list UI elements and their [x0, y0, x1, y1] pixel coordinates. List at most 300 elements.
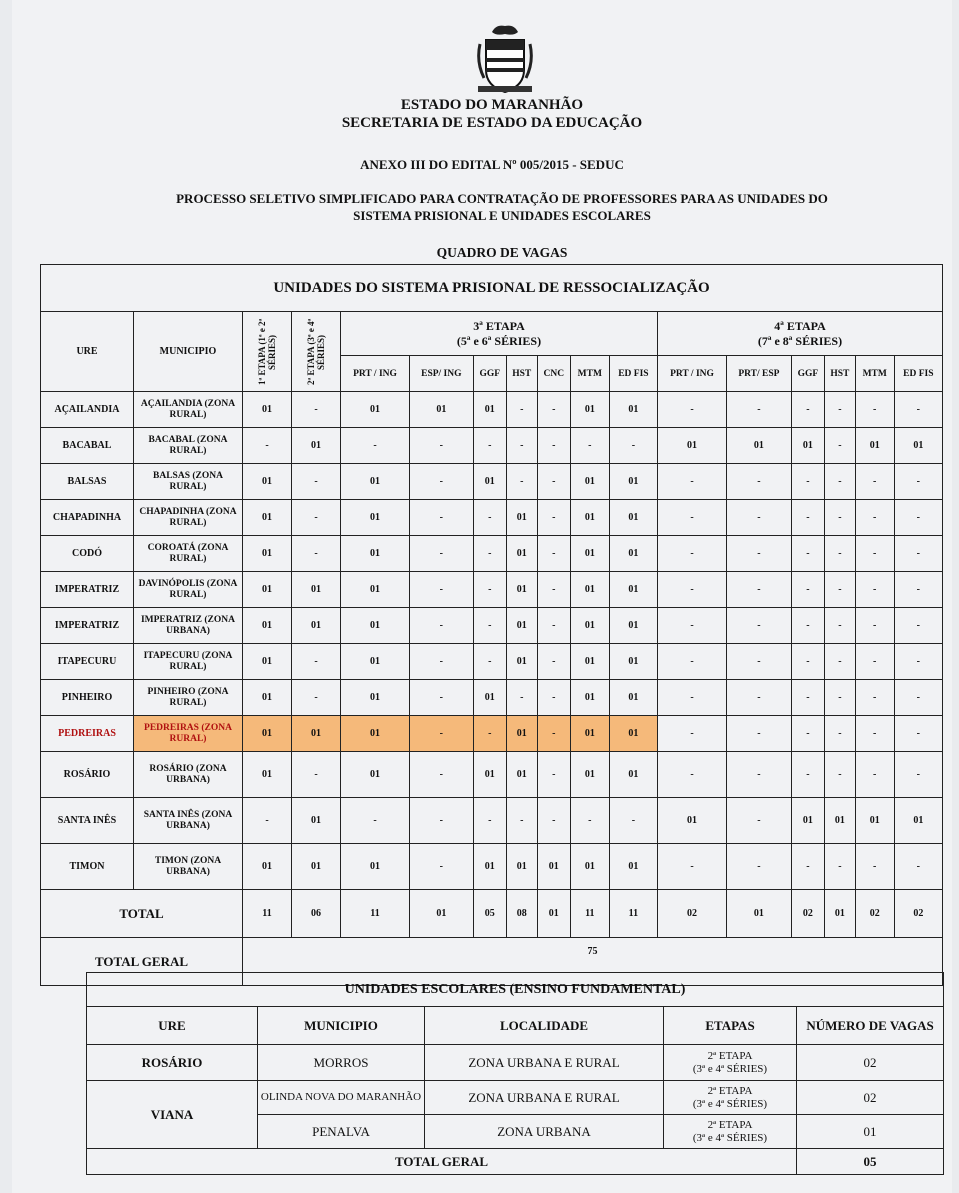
- school-etapa-line2: (3ª e 4ª SÉRIES): [692, 1062, 768, 1075]
- row-value-cell: -: [292, 752, 341, 798]
- maranhao-coat-of-arms-icon: [472, 22, 538, 96]
- row-municipio: TIMON (ZONA URBANA): [134, 844, 243, 890]
- row-value-cell: 01: [243, 752, 292, 798]
- row-ure: BACABAL: [41, 428, 134, 464]
- row-ure: PEDREIRAS: [41, 716, 134, 752]
- row-value-cell: -: [894, 392, 942, 428]
- row-value-cell: -: [824, 752, 855, 798]
- row-value-cell: -: [243, 798, 292, 844]
- row-value-cell: -: [726, 392, 791, 428]
- row-value-cell: -: [609, 798, 657, 844]
- row-value-cell: -: [824, 572, 855, 608]
- row-ure: ITAPECURU: [41, 644, 134, 680]
- etapa4-subject-header: PRT/ ESP: [726, 356, 791, 392]
- row-municipio: SANTA INÊS (ZONA URBANA): [134, 798, 243, 844]
- row-value-cell: -: [824, 392, 855, 428]
- total-cell: 11: [243, 890, 292, 938]
- row-value-cell: 01: [243, 716, 292, 752]
- row-value-cell: -: [409, 572, 473, 608]
- etapa3-subject-header: PRT / ING: [341, 356, 410, 392]
- row-value-cell: -: [473, 798, 506, 844]
- row-value-cell: 01: [243, 844, 292, 890]
- row-value-cell: 01: [791, 428, 824, 464]
- row-ure: BALSAS: [41, 464, 134, 500]
- row-value-cell: -: [824, 608, 855, 644]
- school-total-label: TOTAL GERAL: [87, 1149, 797, 1175]
- row-value-cell: 01: [341, 464, 410, 500]
- process-line-1: PROCESSO SELETIVO SIMPLIFICADO PARA CONTRATAÇÃO DE PROFESSORES PARA AS UNIDADES DO: [176, 191, 828, 206]
- row-value-cell: 01: [473, 392, 506, 428]
- row-value-cell: -: [409, 752, 473, 798]
- row-value-cell: -: [658, 572, 727, 608]
- school-etapa-line1: 2ª ETAPA: [707, 1049, 753, 1062]
- school-ure-rosario: ROSÁRIO: [87, 1045, 258, 1081]
- row-value-cell: -: [409, 428, 473, 464]
- school-col-localidade: LOCALIDADE: [425, 1007, 664, 1045]
- total-label: TOTAL: [41, 890, 243, 938]
- row-ure: IMPERATRIZ: [41, 608, 134, 644]
- row-value-cell: 01: [243, 392, 292, 428]
- annex-title: ANEXO III DO EDITAL Nº 005/2015 - SEDUC: [360, 157, 624, 172]
- row-value-cell: 01: [855, 428, 894, 464]
- row-value-cell: -: [658, 644, 727, 680]
- row-value-cell: -: [855, 644, 894, 680]
- row-value-cell: -: [570, 798, 609, 844]
- row-value-cell: 01: [570, 752, 609, 798]
- row-value-cell: -: [894, 680, 942, 716]
- row-value-cell: -: [726, 716, 791, 752]
- row-value-cell: -: [506, 392, 537, 428]
- row-value-cell: -: [726, 464, 791, 500]
- row-value-cell: 01: [570, 680, 609, 716]
- col-ure-header: URE: [41, 312, 134, 392]
- row-value-cell: -: [791, 680, 824, 716]
- row-value-cell: 01: [894, 798, 942, 844]
- col-municipio-header: MUNICIPIO: [134, 312, 243, 392]
- row-value-cell: -: [292, 500, 341, 536]
- row-value-cell: -: [537, 572, 570, 608]
- row-value-cell: 01: [243, 680, 292, 716]
- row-value-cell: 01: [506, 752, 537, 798]
- row-value-cell: -: [726, 798, 791, 844]
- row-value-cell: -: [791, 392, 824, 428]
- table-row: [41, 392, 943, 428]
- row-value-cell: -: [658, 844, 727, 890]
- school-vagas: 02: [797, 1081, 944, 1115]
- total-cell: 02: [658, 890, 727, 938]
- etapa4-subject-header: MTM: [855, 356, 894, 392]
- total-cell: 06: [292, 890, 341, 938]
- state-title: ESTADO DO MARANHÃO: [400, 97, 584, 113]
- process-title: [12, 190, 959, 224]
- school-etapa: [664, 1045, 797, 1081]
- row-value-cell: -: [894, 752, 942, 798]
- row-value-cell: -: [824, 680, 855, 716]
- row-value-cell: -: [506, 428, 537, 464]
- row-value-cell: -: [409, 798, 473, 844]
- row-value-cell: 01: [506, 608, 537, 644]
- etapa3-subject-header: MTM: [570, 356, 609, 392]
- row-value-cell: -: [791, 752, 824, 798]
- row-value-cell: -: [791, 844, 824, 890]
- total-cell: 11: [609, 890, 657, 938]
- table-row: [41, 680, 943, 716]
- row-value-cell: 01: [341, 536, 410, 572]
- row-value-cell: -: [292, 536, 341, 572]
- etapa4-subject-header: GGF: [791, 356, 824, 392]
- row-value-cell: 01: [658, 798, 727, 844]
- prison-table-title: UNIDADES DO SISTEMA PRISIONAL DE RESSOCIALIZAÇÃO: [41, 265, 943, 312]
- row-municipio: IMPERATRIZ (ZONA URBANA): [134, 608, 243, 644]
- row-value-cell: -: [855, 392, 894, 428]
- row-value-cell: -: [855, 536, 894, 572]
- row-ure: AÇAILANDIA: [41, 392, 134, 428]
- school-col-etapas: ETAPAS: [664, 1007, 797, 1045]
- row-value-cell: 01: [506, 716, 537, 752]
- school-total-value: 05: [797, 1149, 944, 1175]
- school-vagas: 01: [797, 1115, 944, 1149]
- row-value-cell: -: [791, 644, 824, 680]
- row-value-cell: -: [726, 680, 791, 716]
- school-table-title: UNIDADES ESCOLARES (ENSINO FUNDAMENTAL): [87, 973, 944, 1007]
- school-etapa-line1: 2ª ETAPA: [707, 1118, 753, 1131]
- row-municipio: PEDREIRAS (ZONA RURAL): [134, 716, 243, 752]
- row-value-cell: 01: [726, 428, 791, 464]
- row-value-cell: 01: [609, 608, 657, 644]
- row-value-cell: 01: [609, 464, 657, 500]
- school-vagas: 02: [797, 1045, 944, 1081]
- school-col-municipio: MUNICIPIO: [258, 1007, 425, 1045]
- row-value-cell: -: [409, 608, 473, 644]
- row-value-cell: -: [855, 500, 894, 536]
- row-value-cell: -: [726, 608, 791, 644]
- row-value-cell: -: [791, 572, 824, 608]
- row-value-cell: 01: [609, 536, 657, 572]
- table-row: [41, 464, 943, 500]
- table-row: [41, 798, 943, 844]
- row-value-cell: -: [537, 798, 570, 844]
- row-value-cell: 01: [570, 500, 609, 536]
- row-value-cell: -: [824, 536, 855, 572]
- row-value-cell: 01: [292, 716, 341, 752]
- row-value-cell: 01: [243, 608, 292, 644]
- row-value-cell: 01: [570, 572, 609, 608]
- row-value-cell: 01: [341, 644, 410, 680]
- row-value-cell: -: [409, 844, 473, 890]
- row-ure: PINHEIRO: [41, 680, 134, 716]
- row-value-cell: 01: [894, 428, 942, 464]
- row-municipio: DAVINÓPOLIS (ZONA RURAL): [134, 572, 243, 608]
- row-value-cell: 01: [791, 798, 824, 844]
- row-value-cell: 01: [473, 680, 506, 716]
- row-value-cell: -: [855, 680, 894, 716]
- row-value-cell: -: [726, 536, 791, 572]
- row-value-cell: -: [791, 716, 824, 752]
- row-value-cell: -: [726, 752, 791, 798]
- school-localidade: ZONA URBANA E RURAL: [425, 1045, 664, 1081]
- row-value-cell: -: [894, 536, 942, 572]
- row-municipio: COROATÁ (ZONA RURAL): [134, 536, 243, 572]
- row-value-cell: -: [894, 500, 942, 536]
- header-state: [12, 96, 959, 132]
- total-cell: 01: [726, 890, 791, 938]
- total-cell: 05: [473, 890, 506, 938]
- table-row: [41, 500, 943, 536]
- row-value-cell: -: [824, 716, 855, 752]
- row-municipio: BACABAL (ZONA RURAL): [134, 428, 243, 464]
- row-value-cell: -: [894, 644, 942, 680]
- school-etapa-line2: (3ª e 4ª SÉRIES): [692, 1097, 768, 1110]
- school-etapa-line2: (3ª e 4ª SÉRIES): [692, 1131, 768, 1144]
- row-value-cell: 01: [609, 680, 657, 716]
- row-value-cell: -: [409, 716, 473, 752]
- row-value-cell: 01: [570, 536, 609, 572]
- total-cell: 02: [855, 890, 894, 938]
- row-value-cell: -: [409, 644, 473, 680]
- etapa4-subject-header: ED FIS: [894, 356, 942, 392]
- etapa4-subtitle: (7ª e 8ª SÉRIES): [757, 333, 843, 348]
- row-value-cell: -: [537, 752, 570, 798]
- table-row: [41, 572, 943, 608]
- table-row: [41, 644, 943, 680]
- total-cell: 08: [506, 890, 537, 938]
- school-etapa: [664, 1081, 797, 1115]
- row-value-cell: -: [292, 644, 341, 680]
- row-value-cell: 01: [506, 572, 537, 608]
- row-value-cell: -: [473, 644, 506, 680]
- row-value-cell: 01: [570, 716, 609, 752]
- etapa3-subtitle: (5ª e 6ª SÉRIES): [456, 333, 542, 348]
- table-row: [41, 752, 943, 798]
- row-value-cell: -: [537, 536, 570, 572]
- row-value-cell: -: [824, 644, 855, 680]
- row-value-cell: 01: [341, 716, 410, 752]
- total-cell: 01: [409, 890, 473, 938]
- row-municipio: PINHEIRO (ZONA RURAL): [134, 680, 243, 716]
- row-ure: CODÓ: [41, 536, 134, 572]
- row-value-cell: 01: [609, 644, 657, 680]
- table-row: [41, 428, 943, 464]
- row-value-cell: 01: [824, 798, 855, 844]
- school-etapa: [664, 1115, 797, 1149]
- row-value-cell: 01: [243, 644, 292, 680]
- row-value-cell: -: [855, 464, 894, 500]
- process-line-2: SISTEMA PRISIONAL E UNIDADES ESCOLARES: [353, 208, 651, 223]
- row-value-cell: -: [824, 844, 855, 890]
- row-value-cell: -: [537, 464, 570, 500]
- row-value-cell: 01: [341, 844, 410, 890]
- col-etapa1-header: 1ª ETAPA (1ª e 2ª SÉRIES): [257, 318, 277, 385]
- table-row: [41, 716, 943, 752]
- row-value-cell: 01: [243, 464, 292, 500]
- row-ure: SANTA INÊS: [41, 798, 134, 844]
- row-value-cell: -: [341, 798, 410, 844]
- table-row: [41, 536, 943, 572]
- row-value-cell: 01: [570, 392, 609, 428]
- row-value-cell: 01: [609, 716, 657, 752]
- row-value-cell: -: [855, 716, 894, 752]
- row-value-cell: -: [824, 428, 855, 464]
- row-value-cell: -: [409, 464, 473, 500]
- row-ure: ROSÁRIO: [41, 752, 134, 798]
- row-value-cell: -: [570, 428, 609, 464]
- row-value-cell: -: [824, 464, 855, 500]
- row-value-cell: -: [894, 716, 942, 752]
- row-value-cell: 01: [473, 844, 506, 890]
- row-value-cell: 01: [292, 428, 341, 464]
- row-value-cell: -: [791, 608, 824, 644]
- row-value-cell: -: [537, 680, 570, 716]
- row-value-cell: -: [506, 680, 537, 716]
- row-value-cell: -: [824, 500, 855, 536]
- etapa3-subject-header: GGF: [473, 356, 506, 392]
- row-value-cell: 01: [341, 572, 410, 608]
- row-ure: IMPERATRIZ: [41, 572, 134, 608]
- etapa3-subject-header: ED FIS: [609, 356, 657, 392]
- row-value-cell: 01: [341, 680, 410, 716]
- row-value-cell: 01: [609, 500, 657, 536]
- school-col-ure: URE: [87, 1007, 258, 1045]
- row-value-cell: 01: [473, 464, 506, 500]
- row-value-cell: 01: [243, 536, 292, 572]
- col-etapa2-header: 2ª ETAPA (3ª e 4ª SÉRIES): [306, 318, 326, 385]
- total-cell: 01: [537, 890, 570, 938]
- etapa3-header: [341, 312, 658, 356]
- row-value-cell: -: [506, 464, 537, 500]
- row-value-cell: 01: [570, 608, 609, 644]
- row-value-cell: -: [409, 680, 473, 716]
- school-municipio: PENALVA: [258, 1115, 425, 1149]
- row-value-cell: -: [537, 644, 570, 680]
- etapa3-subject-header: ESP/ ING: [409, 356, 473, 392]
- row-value-cell: -: [341, 428, 410, 464]
- etapa4-header: [658, 312, 943, 356]
- row-value-cell: -: [473, 572, 506, 608]
- etapa4-subject-header: HST: [824, 356, 855, 392]
- row-value-cell: -: [292, 680, 341, 716]
- row-value-cell: -: [292, 464, 341, 500]
- row-value-cell: -: [658, 500, 727, 536]
- row-value-cell: 01: [341, 752, 410, 798]
- row-value-cell: 01: [570, 844, 609, 890]
- row-value-cell: 01: [658, 428, 727, 464]
- row-value-cell: 01: [243, 572, 292, 608]
- row-value-cell: 01: [570, 464, 609, 500]
- school-units-table: [86, 972, 944, 1175]
- row-value-cell: 01: [609, 844, 657, 890]
- row-value-cell: -: [658, 536, 727, 572]
- row-value-cell: -: [537, 716, 570, 752]
- row-value-cell: -: [658, 608, 727, 644]
- row-value-cell: -: [506, 798, 537, 844]
- row-value-cell: -: [855, 752, 894, 798]
- row-value-cell: -: [473, 608, 506, 644]
- quadro-title: QUADRO DE VAGAS: [436, 245, 568, 260]
- row-value-cell: -: [658, 716, 727, 752]
- row-value-cell: -: [894, 464, 942, 500]
- row-value-cell: 01: [506, 844, 537, 890]
- row-value-cell: -: [473, 716, 506, 752]
- row-value-cell: -: [473, 536, 506, 572]
- row-value-cell: -: [658, 392, 727, 428]
- document-sheet: [12, 0, 952, 1193]
- row-value-cell: -: [243, 428, 292, 464]
- row-value-cell: 01: [409, 392, 473, 428]
- row-value-cell: -: [894, 608, 942, 644]
- school-ure-viana: VIANA: [87, 1081, 258, 1149]
- row-value-cell: 01: [341, 608, 410, 644]
- total-geral-value: 75: [243, 938, 943, 986]
- row-value-cell: -: [537, 608, 570, 644]
- total-cell: 02: [791, 890, 824, 938]
- total-cell: 01: [824, 890, 855, 938]
- school-localidade: ZONA URBANA E RURAL: [425, 1081, 664, 1115]
- total-cell: 11: [341, 890, 410, 938]
- row-municipio: CHAPADINHA (ZONA RURAL): [134, 500, 243, 536]
- table-row: [41, 608, 943, 644]
- table-row: [41, 844, 943, 890]
- row-value-cell: -: [609, 428, 657, 464]
- etapa3-title: 3ª ETAPA: [473, 318, 525, 333]
- row-municipio: ITAPECURU (ZONA RURAL): [134, 644, 243, 680]
- row-value-cell: -: [292, 392, 341, 428]
- row-value-cell: 01: [506, 536, 537, 572]
- row-value-cell: -: [658, 752, 727, 798]
- school-col-vagas: NÚMERO DE VAGAS: [797, 1007, 944, 1045]
- row-value-cell: -: [658, 680, 727, 716]
- row-value-cell: -: [726, 644, 791, 680]
- row-value-cell: -: [409, 536, 473, 572]
- row-value-cell: 01: [292, 844, 341, 890]
- etapa4-title: 4ª ETAPA: [774, 318, 826, 333]
- row-value-cell: -: [473, 428, 506, 464]
- row-value-cell: 01: [609, 752, 657, 798]
- row-value-cell: -: [726, 500, 791, 536]
- prison-units-table: [40, 264, 943, 986]
- row-municipio: AÇAILANDIA (ZONA RURAL): [134, 392, 243, 428]
- row-value-cell: 01: [341, 500, 410, 536]
- row-municipio: BALSAS (ZONA RURAL): [134, 464, 243, 500]
- row-value-cell: 01: [473, 752, 506, 798]
- row-value-cell: -: [855, 844, 894, 890]
- total-cell: 11: [570, 890, 609, 938]
- school-etapa-line1: 2ª ETAPA: [707, 1084, 753, 1097]
- row-value-cell: -: [658, 464, 727, 500]
- row-value-cell: -: [855, 608, 894, 644]
- row-municipio: ROSÁRIO (ZONA URBANA): [134, 752, 243, 798]
- row-value-cell: 01: [292, 608, 341, 644]
- etapa4-subject-header: PRT / ING: [658, 356, 727, 392]
- row-value-cell: -: [791, 500, 824, 536]
- row-value-cell: -: [855, 572, 894, 608]
- row-value-cell: -: [537, 428, 570, 464]
- row-value-cell: -: [791, 536, 824, 572]
- row-value-cell: 01: [570, 644, 609, 680]
- row-value-cell: -: [894, 572, 942, 608]
- row-ure: CHAPADINHA: [41, 500, 134, 536]
- row-value-cell: -: [894, 844, 942, 890]
- total-geral-label: TOTAL GERAL: [41, 938, 243, 986]
- row-value-cell: 01: [537, 844, 570, 890]
- row-value-cell: -: [726, 844, 791, 890]
- row-value-cell: -: [537, 500, 570, 536]
- row-value-cell: 01: [292, 572, 341, 608]
- total-cell: 02: [894, 890, 942, 938]
- row-value-cell: -: [409, 500, 473, 536]
- etapa3-subject-header: HST: [506, 356, 537, 392]
- row-value-cell: 01: [243, 500, 292, 536]
- school-municipio: MORROS: [258, 1045, 425, 1081]
